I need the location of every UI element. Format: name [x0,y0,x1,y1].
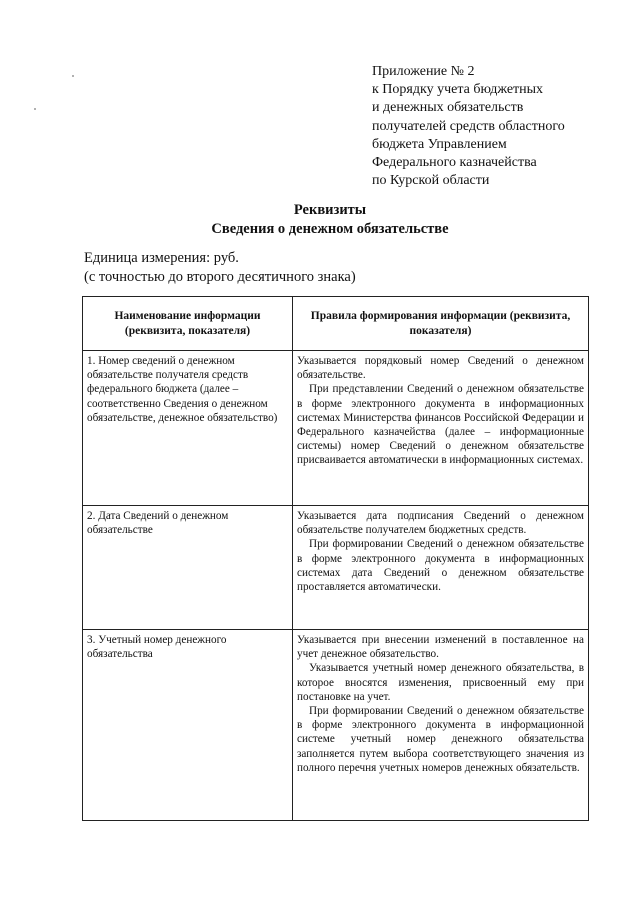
rule-paragraph: Указывается порядковый номер Сведений о денежном обязательстве. [297,355,584,382]
row-name-cell: 2. Дата Сведений о денежном обязательстве [83,506,293,630]
row-rules-cell [293,351,589,506]
document-heading [0,201,640,239]
units-precision-line: (с точностью до второго десятичного знака) [84,269,356,285]
table-row [83,506,589,630]
row-name-cell: 3. Учетный номер денежного обязательства [83,630,293,821]
appendix-line: по Курской области [372,173,490,189]
table-header-row [83,297,589,351]
units-line: Единица измерения: руб. [84,250,239,266]
appendix-line: и денежных обязательств [372,100,524,116]
rule-paragraph: При формировании Сведений о денежном обязательстве в форме электронного документа в информационной системе учетный номер денежного обязательства заполняется путем выбора соответствующего значения из полного перечня учетных номеров денежных обязательств. [297,705,584,774]
row-name-cell: 1. Номер сведений о денежном обязательстве получателя средств федерального бюджета (далее – соответственно Сведения о денежном обязательстве, денежное обязательство) [83,351,293,506]
rule-paragraph: Указывается при внесении изменений в поставленное на учет денежное обязательство. [297,634,584,661]
scan-speck [72,75,74,77]
rule-paragraph: Указывается учетный номер денежного обязательства, в которое вносятся изменения, присвоенный ему при постановке на учет. [297,662,584,703]
rule-paragraph: Указывается дата подписания Сведений о денежном обязательстве получателем бюджетных средств. [297,510,584,537]
column-header-rules: Правила формирования информации (реквизита, показателя) [293,297,589,351]
requisites-table [82,296,589,821]
column-header-name: Наименование информации (реквизита, показателя) [83,297,293,351]
rule-paragraph: При представлении Сведений о денежном обязательстве в форме электронного документа в информационных системах Министерства финансов Российской Федерации и Федерального казначейства (далее – информационные системы) номер Сведений о денежном обязательстве присваивается автоматически в информационных системах. [297,383,584,467]
appendix-line: Приложение № 2 [372,64,475,79]
units-note [84,249,356,287]
table-row [83,351,589,506]
document-title: Реквизиты [293,202,367,218]
appendix-line: Федерального казначейства [372,155,537,171]
appendix-line: бюджета Управлением [372,136,507,152]
appendix-line: к Порядку учета бюджетных [372,82,544,98]
table-row [83,630,589,821]
row-rules-cell [293,506,589,630]
appendix-block [372,63,612,190]
scan-speck [34,108,36,110]
row-rules-cell [293,630,589,821]
document-subtitle: Сведения о денежном обязательстве [211,221,449,237]
appendix-line: получателей средств областного [372,118,565,134]
rule-paragraph: При формировании Сведений о денежном обязательстве в форме электронного документа в информационных системах дата Сведений о денежном обязательстве проставляется автоматически. [297,538,584,594]
